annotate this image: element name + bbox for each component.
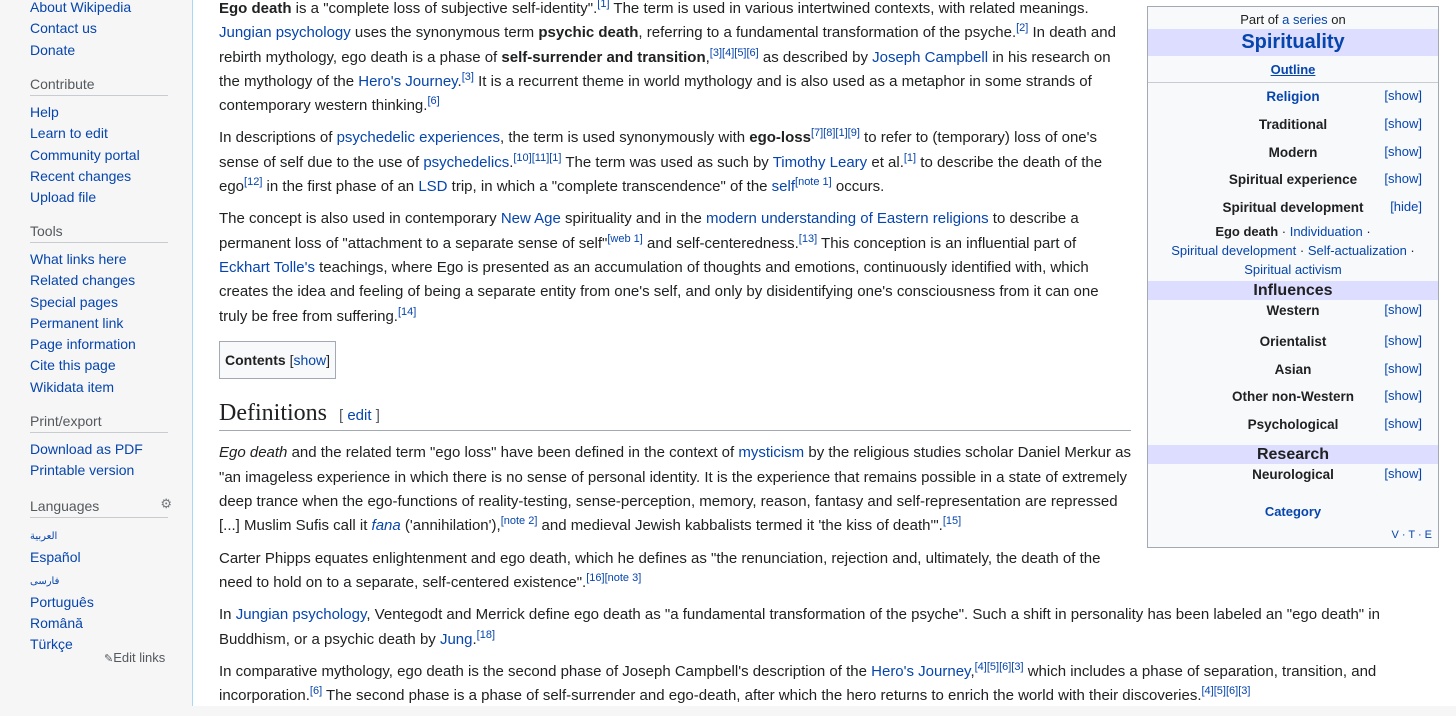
navbox-row-spiritual-development: Spiritual development [hide] — [1222, 199, 1422, 216]
sidebar-item-about — [30, 0, 131, 18]
toc-show-toggle[interactable]: show — [293, 351, 327, 368]
section-heading-definitions — [219, 401, 1131, 431]
bold-term: Ego death — [219, 0, 292, 17]
tools-heading: Tools — [30, 223, 168, 243]
link-self[interactable]: self — [771, 178, 796, 196]
citation[interactable]: [18] — [476, 628, 496, 641]
languages-heading-label: Languages — [30, 498, 100, 514]
spirituality-navbox — [1147, 6, 1439, 548]
link-what-links-here[interactable]: What links here — [30, 251, 127, 267]
link-fana[interactable]: fana — [371, 517, 401, 535]
citation[interactable]: [7][8][1][9] — [810, 127, 860, 140]
show-toggle[interactable]: [show] — [1384, 416, 1422, 432]
section-title: Definitions — [219, 400, 327, 427]
link-special-pages[interactable]: Special pages — [30, 293, 118, 310]
navbox-row-neurological: Neurological [show] — [1252, 465, 1422, 482]
navbox-title[interactable]: Spirituality — [1148, 29, 1438, 56]
link-cite-this-page[interactable]: Cite this page — [30, 357, 116, 374]
link-mysticism[interactable]: mysticism — [738, 444, 805, 462]
link-contact-us[interactable]: Contact us — [30, 20, 97, 37]
link-heros-journey[interactable]: Hero's Journey — [358, 72, 458, 90]
link-about-wikipedia[interactable]: About Wikipedia — [30, 0, 132, 15]
show-toggle[interactable]: [show] — [1384, 332, 1422, 348]
paragraph-jungian: In Jungian psychology, Ventegodt and Merrick define ego death as "a fundamental transformation of the psyche". Such a shift in personality has been labeled an "ego death" in Buddhism, or a psychic death by Jung.[18] — [219, 606, 1380, 648]
sidebar — [0, 0, 192, 706]
citation[interactable]: [3][4][5][6] — [709, 46, 759, 59]
link-new-age[interactable]: New Age — [500, 210, 561, 228]
link-permanent-link[interactable]: Permanent link — [30, 314, 124, 331]
navbox-category-link[interactable]: Category — [1264, 503, 1322, 519]
contribute-heading: Contribute — [30, 76, 168, 96]
navbox-outline-link[interactable]: Outline — [1148, 62, 1438, 83]
hide-toggle[interactable]: [hide] — [1390, 199, 1422, 215]
citation[interactable]: [4][5][6][3] — [1201, 685, 1251, 698]
navbox-row-psychological: Psychological [show] — [1247, 416, 1422, 433]
portal-print — [0, 413, 192, 482]
navbox-row-religion — [1148, 83, 1438, 111]
edit-links-button[interactable] — [104, 650, 165, 665]
edit-links-label: Edit links — [113, 650, 166, 665]
link-learn-to-edit[interactable]: Learn to edit — [30, 125, 108, 142]
portal-contribute — [0, 76, 192, 208]
navbox-above: Part of a series on — [1240, 12, 1346, 27]
gear-icon[interactable]: ⚙ — [160, 496, 172, 511]
sidebar-navigation — [0, 0, 131, 61]
citation[interactable]: [10][11][1] — [513, 151, 562, 164]
link-psychedelics[interactable]: psychedelics — [423, 153, 510, 171]
navbox-group-research: Research — [1148, 445, 1438, 464]
show-toggle[interactable]: [show] — [1384, 115, 1422, 131]
citation[interactable]: [15] — [942, 515, 962, 528]
navbox-row-asian: Asian [show] — [1274, 360, 1422, 377]
navbox-row-modern: Modern [show] — [1268, 143, 1422, 160]
navbox-vte-links[interactable]: V · T · E — [1391, 529, 1432, 541]
paragraph-intro: Ego death is a "complete loss of subjective self-identity".[1] The term is used in various intertwined contexts, with related meanings. Jungian psychology uses the synonymous term psychic death, referring to a fundamental transformation of the psyche.[2] In death and rebirth mythology, ego death is a phase of self-surrender and transition,[3][4][5][6] as described by Joseph Campbell in his research on the mythology of the Hero's Journey.[3] It is a recurrent theme in world mythology and is also used as a metaphor in some strands of contemporary western thinking.[6] — [219, 0, 1116, 115]
paragraph-merkur: Ego death and the related term "ego loss" have been defined in the context of mysticism by the religious studies scholar Daniel Merkur as "an imageless experience in which there is no sense of personal identity. It is the experience that remains possible in a state of extremely deep trance when the ego-functions of reality-testing, sense-perception, memory, reason, fantasy and self-representation are repressed [...] Muslim Sufis call it fana ('annihilation'),[note 2] and medieval Jewish kabbalists termed it 'the kiss of death'".[15] — [219, 444, 1132, 535]
link-psychedelic-experiences[interactable]: psychedelic experiences — [336, 129, 500, 147]
citation[interactable]: [2] — [1016, 22, 1029, 35]
link-timothy-leary[interactable]: Timothy Leary — [772, 153, 868, 171]
show-toggle[interactable]: [show] — [1384, 465, 1422, 481]
paragraph-new-age: The concept is also used in contemporary New Age spirituality and in the modern understanding of Eastern religions to describe a permanent loss of "attachment to a separate sense of self"[web 1] and self-centeredness.[13] This conception is an influential part of Eckhart Tolle's teachings, where Ego is presented as an accumulation of thoughts and emotions, continuously identified with, which creates the idea and feeling of being a separate entity from one's self, and only by disidentifying one's consciousness from it can one truly be free from suffering.[14] — [219, 210, 1099, 325]
citation[interactable]: [14] — [397, 305, 417, 318]
paragraph-psychedelic: In descriptions of psychedelic experiences, the term is used synonymously with ego-loss[7][8][1][9] to refer to (temporary) loss of one's sense of self due to the use of psychedelics.[10][11][1] The term was used as such by Timothy Leary et al.[1] to describe the death of the ego[12] in the first phase of an LSD trip, in which a "complete transcendence" of the self[note 1] occurs. — [219, 127, 1103, 196]
sidebar-item-contact — [30, 18, 131, 39]
lang-farsi[interactable]: فارسی — [30, 575, 60, 587]
show-toggle[interactable]: [show] — [1384, 88, 1422, 103]
table-of-contents: Contents [show] — [219, 341, 336, 379]
citation[interactable]: [note 2] — [500, 515, 538, 528]
navbox-sublist: Ego death · Individuation · Spiritual development · Self-actualization · Spiritual activism — [1171, 223, 1415, 277]
paragraph-phipps: Carter Phipps equates enlightenment and ego death, which he defines as "the renunciation, rejection and, ultimately, the death of the need to hold on to a separate, self-centered existence".[16][note 3] — [219, 549, 1101, 591]
citation[interactable]: [1] — [597, 0, 610, 10]
lang-portugues[interactable]: Português — [30, 593, 94, 610]
navbox-row-orientalist: Orientalist [show] — [1259, 332, 1422, 349]
show-toggle[interactable]: [show] — [1384, 360, 1422, 376]
link-joseph-campbell[interactable]: Joseph Campbell — [872, 48, 989, 66]
show-toggle[interactable]: [show] — [1384, 301, 1422, 317]
citation[interactable]: [12] — [244, 176, 263, 189]
link-page-information[interactable]: Page information — [30, 336, 136, 353]
link-wikidata-item[interactable]: Wikidata item — [30, 378, 115, 395]
citation[interactable]: [1] — [903, 151, 917, 164]
link-eckhart-tolle[interactable]: Eckhart Tolle's — [219, 258, 315, 276]
link-individuation[interactable]: Individuation — [1289, 223, 1363, 239]
navbox-row-other-non-western: Other non-Western [show] — [1231, 388, 1422, 405]
citation[interactable]: [13] — [798, 232, 818, 245]
navbox-row-traditional: Traditional [show] — [1258, 115, 1422, 132]
link-lsd[interactable]: LSD — [418, 178, 448, 196]
citation[interactable]: [3] — [461, 70, 474, 83]
lang-arabic[interactable]: العربية — [30, 531, 58, 542]
link-recent-changes[interactable]: Recent changes — [30, 167, 132, 184]
portal-tools — [0, 223, 192, 398]
link-spiritual-activism[interactable]: Spiritual activism — [1244, 261, 1342, 277]
navbox-group-influences: Influences — [1148, 281, 1438, 300]
link-donate[interactable]: Donate — [30, 41, 76, 58]
navbox-row-western: Western [show] — [1266, 301, 1422, 318]
citation[interactable]: [6] — [427, 95, 440, 108]
link-heros-journey[interactable]: Hero's Journey — [871, 662, 971, 680]
edit-section-link[interactable]: edit — [347, 407, 372, 425]
show-toggle[interactable]: [show] — [1384, 143, 1422, 159]
citation[interactable]: [web 1] — [607, 232, 643, 245]
link-self-actualization[interactable]: Self-actualization — [1307, 242, 1407, 258]
languages-heading — [30, 496, 172, 518]
link-religion[interactable]: Religion — [1266, 89, 1320, 104]
lang-espanol[interactable]: Español — [30, 549, 81, 566]
link-spiritual-development[interactable]: Spiritual development — [1171, 242, 1297, 258]
section-edit: [ edit ] — [339, 407, 380, 425]
citation[interactable]: [4][5][6][3] — [974, 660, 1024, 673]
citation[interactable]: [16][note 3] — [586, 571, 642, 584]
pencil-icon: ✎ — [104, 653, 114, 665]
navbox-row-spiritual-experience: Spiritual experience [show] — [1228, 171, 1422, 188]
show-toggle[interactable]: [show] — [1384, 171, 1422, 187]
link-eastern-religions[interactable]: modern understanding of Eastern religions — [705, 210, 989, 228]
print-heading: Print/export — [30, 413, 168, 433]
toc-title: Contents — [225, 351, 286, 368]
portal-languages — [0, 498, 192, 656]
link-upload-file[interactable]: Upload file — [30, 189, 97, 206]
link-download-pdf[interactable]: Download as PDF — [30, 441, 143, 457]
link-community-portal[interactable]: Community portal — [30, 146, 140, 163]
show-toggle[interactable]: [show] — [1384, 388, 1422, 404]
citation[interactable]: [6] — [309, 685, 323, 698]
citation[interactable]: [note 1] — [795, 176, 832, 189]
link-jung[interactable]: Jung — [439, 630, 473, 648]
link-related-changes[interactable]: Related changes — [30, 272, 136, 289]
sidebar-item-donate — [30, 40, 131, 61]
link-printable-version[interactable]: Printable version — [30, 462, 135, 479]
link-jungian-psychology[interactable]: Jungian psychology — [235, 606, 367, 624]
content-area — [192, 0, 1456, 706]
lang-turkce[interactable]: Türkçe — [30, 636, 73, 653]
link-jungian-psychology[interactable]: Jungian psychology — [219, 24, 351, 42]
paragraph-comparative-mythology: In comparative mythology, ego death is the second phase of Joseph Campbell's description of the Hero's Journey,[4][5][6][3] which includes a phase of separation, transition, and incorporation.[6] The second phase is a phase of self-surrender and ego-death, after which the hero returns to enrich the world with their discoveries.[4][5][6][3] — [219, 660, 1377, 705]
link-a-series[interactable]: a series — [1282, 12, 1328, 27]
lang-romana[interactable]: Română — [30, 615, 83, 632]
link-help[interactable]: Help — [30, 104, 59, 120]
